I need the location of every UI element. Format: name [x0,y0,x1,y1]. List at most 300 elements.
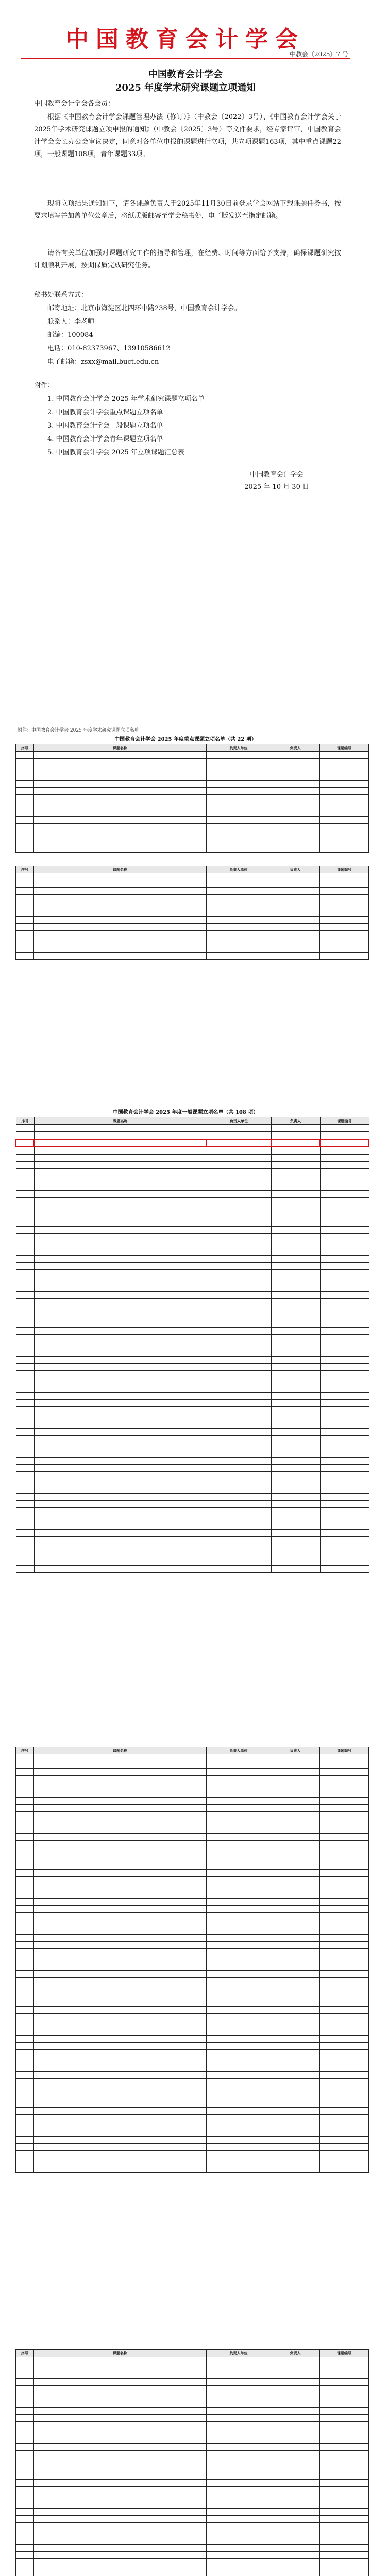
table-cell [34,2509,207,2516]
table-row [16,1508,369,1515]
table-cell [34,2451,207,2458]
table-row [16,1292,369,1299]
table-cell [16,1191,34,1198]
table-cell [207,788,271,795]
table-cell [16,2036,34,2043]
table-cell [320,2509,369,2516]
table-cell [207,1855,271,1862]
table-cell [271,2014,320,2021]
table-cell [320,1877,369,1884]
table-row [16,2523,369,2530]
table-row [16,873,369,880]
table-cell [271,1139,320,1147]
table-cell [16,1472,34,1479]
table-cell [271,1798,320,1805]
table-cell [320,845,369,853]
table-cell [16,2566,34,2573]
table-cell [16,1183,34,1191]
table-cell [320,809,369,817]
table-cell [16,1769,34,1776]
table-row [16,1429,369,1436]
table-row [16,1494,369,1501]
table-cell [16,1198,34,1205]
table-row [16,945,369,953]
table-cell [16,1371,34,1378]
table-cell [207,1256,271,1263]
table-cell [271,2436,320,2444]
table-cell [16,1508,34,1515]
table-cell [271,2480,320,2487]
table-cell [34,766,207,773]
table-row [16,773,369,781]
table-cell [271,2408,320,2415]
table-cell [271,2451,320,2458]
table-cell [207,888,271,895]
table-cell [207,2422,271,2429]
table-cell [320,2429,369,2436]
table-cell [34,1566,207,1573]
table-cell [16,2057,34,2064]
table-cell [320,766,369,773]
table-cell [271,1284,320,1292]
table-cell [16,1248,34,1256]
table-cell [16,2552,34,2559]
table-cell [271,1248,320,1256]
table-cell [320,2494,369,2501]
table-cell [320,2115,369,2122]
table-row [16,2144,369,2151]
table-row [16,1357,369,1364]
attachment-item: 4. 中国教育会计学会青年课题立项名单 [47,435,163,443]
table-cell [320,2158,369,2165]
table-cell [16,2573,34,2576]
table-row [16,1364,369,1371]
table-row [16,938,369,945]
table-cell [271,1992,320,1999]
table-cell [271,1826,320,1834]
table-cell [34,1776,207,1783]
table-cell [34,1241,207,1248]
table-cell [207,766,271,773]
table-cell [271,2364,320,2371]
table-row [16,1212,369,1219]
table-cell [16,1270,34,1277]
table-row [16,1183,369,1191]
table-page [15,2349,356,2576]
table-cell [207,1812,271,1819]
table-cell [320,924,369,931]
table-cell [320,1501,369,1508]
table-cell [271,1256,320,1263]
table-cell [320,1393,369,1400]
table-cell [16,1985,34,1992]
table-cell [271,1227,320,1234]
table-cell [16,1277,34,1284]
table-cell [271,2458,320,2465]
table-cell [16,2165,34,2173]
table-cell [16,773,34,781]
table-cell [207,1169,271,1176]
table-cell [16,2108,34,2115]
table-cell [271,924,320,931]
table-cell [271,1906,320,1913]
table-cell [16,938,34,945]
table-cell [34,2021,207,2028]
table-cell [16,1783,34,1790]
table-cell [16,909,34,917]
table-cell [34,1935,207,1942]
table-cell [271,2151,320,2158]
table-cell [207,2415,271,2422]
table-cell [16,924,34,931]
table-cell [34,1870,207,1877]
table-cell [207,1754,271,1761]
table-row [16,917,369,924]
table-cell [320,2465,369,2472]
table-cell [207,2079,271,2086]
table-cell [320,1277,369,1284]
table-header-cell: 负责人单位 [207,2350,271,2357]
table-cell [271,895,320,902]
table-cell [16,2079,34,2086]
table-cell [16,1805,34,1812]
table-row [16,1776,369,1783]
table-cell [271,1277,320,1284]
table-cell [271,2158,320,2165]
table-cell [207,1906,271,1913]
table-cell [320,902,369,909]
table-cell [207,1544,271,1551]
table-cell [207,773,271,781]
table-row [16,1479,369,1486]
table-cell [207,1783,271,1790]
contact-postcode: 邮编：100084 [47,331,93,339]
table-row [16,1985,369,1992]
table-cell [320,2100,369,2108]
table-row [16,2451,369,2458]
table-cell [34,2137,207,2144]
table-cell [207,1191,271,1198]
table-cell [207,873,271,880]
table-cell [34,2129,207,2137]
table-row [16,1400,369,1407]
table-cell [16,1450,34,1458]
table-row [16,2509,369,2516]
table-cell [320,2523,369,2530]
table-cell [34,895,207,902]
table-cell [320,1761,369,1769]
table-cell [271,1530,320,1537]
table-cell [34,1906,207,1913]
table-cell [34,2422,207,2429]
table-cell [207,831,271,838]
table-cell [207,1183,271,1191]
table-row [16,1472,369,1479]
table-cell [207,1985,271,1992]
table-cell [34,2014,207,2021]
table-cell [207,1494,271,1501]
table-cell [207,2451,271,2458]
table-cell [16,1884,34,1891]
table-cell [16,1429,34,1436]
table-cell [34,1942,207,1949]
table-cell [34,2036,207,2043]
table-cell [320,2072,369,2079]
table-row [16,1537,369,1544]
table-cell [16,1465,34,1472]
table-cell [320,1169,369,1176]
table-cell [207,1769,271,1776]
table-cell [207,1414,271,1421]
table-row [16,2021,369,2028]
table-cell [271,2494,320,2501]
table-cell [207,2036,271,2043]
table-row [16,781,369,788]
table-header-cell: 负责人单位 [207,744,271,752]
table-cell [207,1465,271,1472]
table-cell [16,1328,34,1335]
table-cell [34,1927,207,1935]
table-cell [271,2516,320,2523]
table-cell [271,1371,320,1378]
table-cell [271,1292,320,1299]
table-cell [34,1183,207,1191]
table-row [16,1971,369,1978]
table-cell [34,1790,207,1798]
table-row [16,2559,369,2566]
table-row [16,1999,369,2007]
table-cell [271,2400,320,2408]
table-cell [320,2530,369,2537]
table-cell [16,1139,34,1147]
table-cell [16,1819,34,1826]
table-cell [207,1999,271,2007]
table-cell [16,2072,34,2079]
table-row [16,1342,369,1349]
table-cell [207,1834,271,1841]
table-cell [34,2393,207,2400]
table-cell [16,895,34,902]
table-cell [271,1927,320,1935]
table-cell [320,1927,369,1935]
body-paragraph: 请各有关单位加强对课题研究工作的指导和管理，在经费、时间等方面给予支持，确保课题研究按计划顺利开展，按期保质完成研究任务。 [34,249,341,269]
table-cell [320,1956,369,1963]
table-cell [320,1306,369,1313]
table-cell [207,2115,271,2122]
table-cell [320,1819,369,1826]
table-cell [34,824,207,831]
table-cell [320,1248,369,1256]
table-cell [320,759,369,766]
table-cell [271,1819,320,1826]
table-cell [34,1162,207,1169]
table-cell [320,1551,369,1558]
table-cell [207,1841,271,1848]
table-cell [16,2050,34,2057]
table-cell [271,1400,320,1407]
table-cell [320,2451,369,2458]
table-cell [34,838,207,845]
table-cell [207,1501,271,1508]
table-row [16,1819,369,1826]
table-cell [34,1458,207,1465]
contact-heading: 秘书处联系方式： [34,291,88,299]
table-cell [16,766,34,773]
table-cell [207,1313,271,1320]
table-cell [271,2028,320,2036]
table-header-cell: 负责人 [271,1747,320,1754]
table-cell [207,1870,271,1877]
table-cell [207,1349,271,1357]
table-cell [16,2487,34,2494]
table-cell [320,1234,369,1241]
table-cell [207,1227,271,1234]
table-cell [320,1494,369,1501]
attachment-item: 3. 中国教育会计学会一般课题立项名单 [47,422,163,430]
table-cell [207,2007,271,2014]
table-cell [207,752,271,759]
table-cell [271,873,320,880]
table-cell [207,1949,271,1956]
table-cell [271,752,320,759]
table-cell [271,2545,320,2552]
table-cell [16,2137,34,2144]
table-cell [271,2530,320,2537]
table-cell [16,1515,34,1522]
table-cell [207,1558,271,1566]
table-cell [320,1414,369,1421]
table-cell [207,1155,271,1162]
table-cell [16,1219,34,1227]
table-cell [207,1913,271,1920]
table-cell [34,1522,207,1530]
table-cell [320,1364,369,1371]
table-cell [207,1515,271,1522]
table-cell [16,831,34,838]
table-cell [320,1284,369,1292]
table-cell [271,1486,320,1494]
table-header-cell: 课题名称 [34,744,207,752]
table-cell [34,1754,207,1761]
contact-email: 电子邮箱：zsxx@mail.buct.edu.cn [47,358,159,366]
table-cell [320,1841,369,1848]
table-cell [34,2537,207,2545]
table-cell [271,1465,320,1472]
table-cell [271,1783,320,1790]
table-cell [271,1263,320,1270]
table-cell [34,1400,207,1407]
table-cell [271,1913,320,1920]
table-cell [34,1256,207,1263]
table-cell [271,838,320,845]
table-cell [271,1848,320,1855]
table-cell [320,1270,369,1277]
table-cell [271,759,320,766]
table-cell [271,1479,320,1486]
table-cell [320,1313,369,1320]
table-cell [271,2050,320,2057]
table-cell [16,1342,34,1349]
table-cell [320,2408,369,2415]
table-cell [207,2108,271,2115]
table-cell [34,1313,207,1320]
table-cell [16,2064,34,2072]
notice-title-line2: 2025 年度学术研究课题立项通知 [115,82,256,93]
table-cell [207,1436,271,1443]
table-row [16,2494,369,2501]
attachment-item: 2. 中国教育会计学会重点课题立项名单 [47,409,163,416]
table-row [16,1299,369,1306]
table-cell [207,2021,271,2028]
table-header-cell: 课题名称 [34,1747,207,1754]
table-row [16,824,369,831]
table-cell [16,2408,34,2415]
table-row [16,1769,369,1776]
table-cell [34,1328,207,1335]
table-cell [320,1335,369,1342]
table-cell [271,1963,320,1971]
table-cell [34,2429,207,2436]
table-cell [207,1935,271,1942]
table-cell [34,1191,207,1198]
table-cell [34,2007,207,2014]
table-cell [320,1342,369,1349]
table-cell [207,802,271,809]
table-row [16,1443,369,1450]
table-cell [207,1884,271,1891]
table-cell [207,1486,271,1494]
table-cell [34,1819,207,1826]
table-row [16,2415,369,2422]
table-cell [207,1299,271,1306]
table-cell [16,1335,34,1342]
table-cell [271,880,320,888]
table-cell [320,1378,369,1385]
table-cell [271,1920,320,1927]
table-cell [16,1241,34,1248]
table-cell [271,1776,320,1783]
table-cell [320,795,369,802]
table-row [16,1421,369,1429]
table-cell [34,2487,207,2494]
table-row [16,2028,369,2036]
table-cell [16,2444,34,2451]
table-cell [34,1219,207,1227]
table-header-cell: 序号 [16,1117,34,1125]
table-cell [207,2028,271,2036]
table-cell [34,1465,207,1472]
table-cell [34,1472,207,1479]
table-cell [34,1826,207,1834]
table-cell [320,1978,369,1985]
table-cell [16,2501,34,2509]
table-row [16,1277,369,1284]
table-cell [271,845,320,853]
table-cell [271,1342,320,1349]
table-cell [207,1176,271,1183]
table-cell [271,1357,320,1364]
table-row [16,1349,369,1357]
table-cell [207,1248,271,1256]
table-cell [320,2043,369,2050]
table-cell [320,2086,369,2093]
table-cell [16,1458,34,1465]
table-cell [207,2516,271,2523]
table-cell [271,781,320,788]
table-cell [320,2144,369,2151]
table-cell [320,1349,369,1357]
table-row [16,1826,369,1834]
